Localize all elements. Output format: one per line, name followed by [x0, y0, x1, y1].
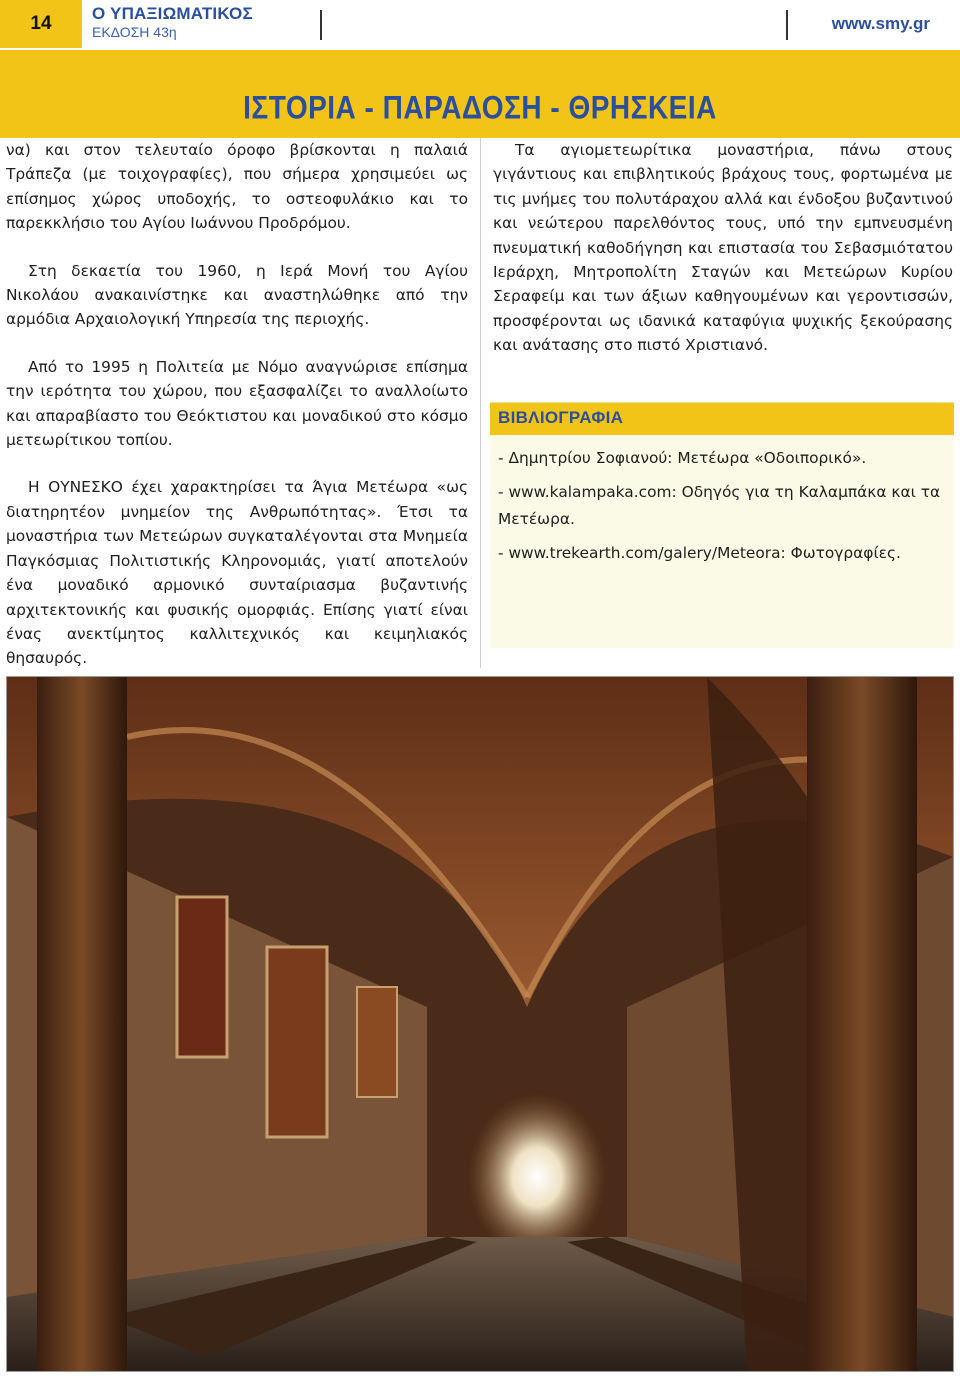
page-number: 14: [0, 0, 82, 48]
right-column: [493, 138, 953, 358]
bibliography-title: ΒΙΒΛΙΟΓΡΑΦΙΑ: [498, 408, 624, 427]
monastery-photo: [6, 676, 954, 1372]
refectory-interior-image: [7, 677, 953, 1371]
paragraph: Στη δεκαετία του 1960, η Ιερά Μονή του Αγίου Νικολάου ανακαινίστηκε και αναστηλώθηκε από την αρμόδια Αρχαιολογική Υπηρεσία της περιοχής.: [6, 261, 468, 329]
bibliography-item: - www.trekearth.com/galery/Meteora: Φωτογραφίες.: [498, 544, 901, 562]
bibliography-header: [490, 403, 954, 435]
header-divider: [786, 10, 788, 40]
bibliography-item: - Δημητρίου Σοφιανού: Μετέωρα «Οδοιπορικό».: [498, 449, 867, 467]
paragraph: Η ΟΥΝΕΣΚΟ έχει χαρακτηρίσει τα Άγια Μετέωρα «ως διατηρητέον μνημείον της Ανθρωπότητας». Έτσι τα μοναστήρια των Μετεώρων συγκαταλέγονται στα Μνημεία Παγκόσμιας Πολιτιστικής Κληρονομιάς, γιατί αποτελούν ένα μοναδικό αρμονικό συνταίριασμα βυζαντινής αρχιτεκτονικής και φυσικής ομορφιάς. Επίσης γιατί είναι ένας ανεκτίμητος καλλιτεχνικός και κειμηλιακός θησαυρός.: [6, 478, 468, 668]
paragraph: να) και στον τελευταίο όροφο βρίσκονται η παλαιά Τράπεζα (με τοιχογραφίες), που σήμερα χρησιμεύει ως επίσημος χώρος υποδοχής, το οστεοφυλάκιο και το παρεκκλήσιο του Αγίου Ιωάννου Προδρόμου.: [6, 141, 468, 233]
section-banner: [0, 50, 960, 138]
edition-label: ΕΚΔΟΣΗ 43η: [92, 24, 177, 40]
page-header: [0, 0, 960, 48]
left-column: [6, 138, 468, 671]
column-divider: [480, 138, 481, 668]
header-divider: [320, 10, 322, 40]
section-title: ΙΣΤΟΡΙΑ - ΠΑΡΑΔΟΣΗ - ΘΡΗΣΚΕΙΑ: [243, 89, 717, 126]
bibliography-item: - www.kalampaka.com: Οδηγός για τη Καλαμπάκα και τα Μετέωρα.: [498, 483, 941, 528]
paragraph: Τα αγιομετεωρίτικα μοναστήρια, πάνω στους γιγάντιους και επιβλητικούς βράχους τους, φορτωμένα με τις μνήμες του πολυτάραχου αλλά και ένδοξου βυζαντινού και νεώτερου παρελθόντος τους, υπό την εμπνευσμένη πνευματική καθοδήγηση και επιστασία του Σεβασμιότατου Ιεράρχη, Μητροπολίτη Σταγών και Μετεώρων Κυρίου Σεραφείμ και των άξιων καθηγουμένων και γεροντισσών, προσφέρονται ως ιδανικά καταφύγια ψυχικής ξεκούρασης και ανάτασης στο πιστό Χριστιανό.: [493, 141, 953, 355]
bibliography-list: [498, 445, 948, 574]
bibliography-box: [490, 402, 954, 648]
paragraph: Από το 1995 η Πολιτεία με Νόμο αναγνώρισε επίσημα την ιερότητα του χώρου, που εξασφαλίζει το αναλλοίωτο και απαραβίαστο του Θεόκτιστου και μοναδικού στο κόσμο μετεωρίτικου τοπίου.: [6, 357, 468, 450]
website-link[interactable]: www.smy.gr: [831, 14, 930, 33]
magazine-title: Ο ΥΠΑΞΙΩΜΑΤΙΚΟΣ: [92, 4, 253, 23]
